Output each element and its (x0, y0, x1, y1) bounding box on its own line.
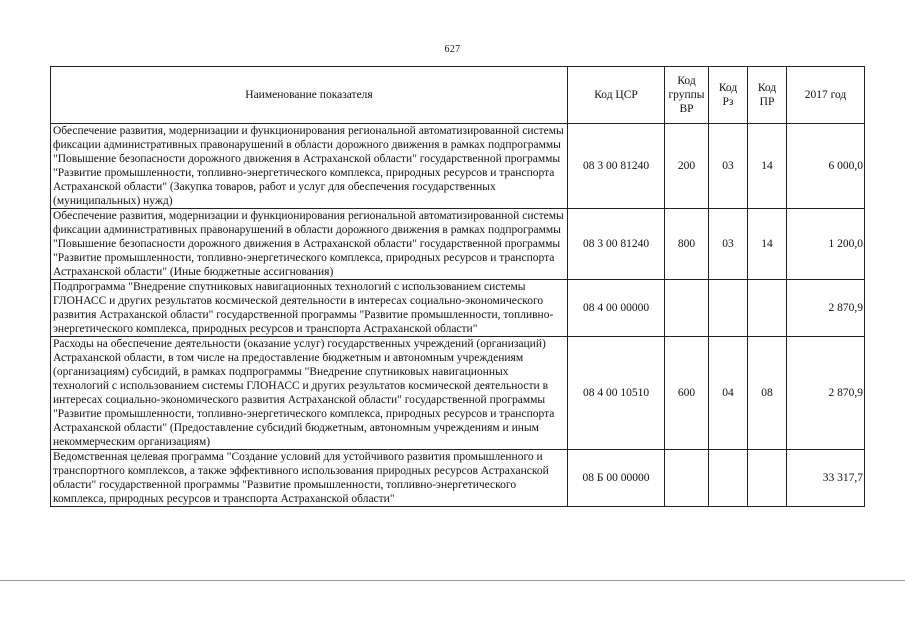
row-amount: 33 317,7 (787, 450, 865, 507)
header-rz-line: Рз (722, 96, 734, 108)
header-pr (748, 67, 787, 124)
page-cut-line (0, 580, 905, 581)
row-amount: 1 200,0 (787, 209, 865, 280)
row-csr: 08 Б 00 00000 (568, 450, 665, 507)
row-amount: 6 000,0 (787, 124, 865, 209)
header-pr-line: ПР (759, 96, 775, 108)
row-name: Обеспечение развития, модернизации и функционирования региональной автоматизированной системы фиксации административных правонарушений в области дорожного движения в рамках подпрограммы "Повышение безопасности дорожного движения в Астраханской области" государственной программы "Развитие промышленности, топливно-энергетического комплекса, природных ресурсов и транспорта Астраханской области" (Иные бюджетные ассигнования) (51, 209, 568, 280)
header-name: Наименование показателя (51, 67, 568, 124)
row-vr: 600 (665, 337, 709, 450)
row-name: Подпрограмма "Внедрение спутниковых навигационных технологий с использованием системы ГЛОНАСС и других результатов космической деятельности в интересах социально-экономического развития Астраханской области" государственной программы "Развитие промышленности, топливно-энергетического комплекса, природных ресурсов и транспорта Астраханской области" (51, 280, 568, 337)
row-rz: 04 (709, 337, 748, 450)
header-csr: Код ЦСР (568, 67, 665, 124)
budget-table (50, 66, 865, 507)
header-vr (665, 67, 709, 124)
row-csr: 08 3 00 81240 (568, 124, 665, 209)
table-row (51, 280, 865, 337)
row-rz: 03 (709, 124, 748, 209)
header-vr-line: Код (677, 74, 696, 87)
header-vr-line: группы (668, 88, 705, 101)
row-amount: 2 870,9 (787, 337, 865, 450)
row-name: Ведомственная целевая программа "Создание условий для устойчивого развития промышленного и транспортного комплексов, а также эффективного использования природных ресурсов Астраханской области" государственной программы "Развитие промышленности, топливно-энергетического комплекса, природных ресурсов и транспорта Астраханской области" (51, 450, 568, 507)
row-pr: 14 (748, 209, 787, 280)
row-pr: 08 (748, 337, 787, 450)
row-vr: 800 (665, 209, 709, 280)
header-vr-line: ВР (679, 103, 694, 115)
row-csr: 08 3 00 81240 (568, 209, 665, 280)
row-name: Расходы на обеспечение деятельности (оказание услуг) государственных учреждений (организаций) Астраханской области, в том числе на предоставление бюджетным и автономным учреждениям (организациям) субсидий, в рамках подпрограммы "Внедрение спутниковых навигационных технологий с использованием системы ГЛОНАСС и других результатов космической деятельности в интересах социально-экономического развития Астраханской области" государственной программы "Развитие промышленности, топливно-энергетического комплекса, природных ресурсов и транспорта Астраханской области" (Предоставление субсидий бюджетным, автономным учреждениям и иным некоммерческим организациям) (51, 337, 568, 450)
row-pr: 14 (748, 124, 787, 209)
row-pr (748, 280, 787, 337)
row-rz (709, 450, 748, 507)
row-vr (665, 280, 709, 337)
row-name: Обеспечение развития, модернизации и функционирования региональной автоматизированной системы фиксации административных правонарушений в области дорожного движения в рамках подпрограммы "Повышение безопасности дорожного движения в Астраханской области" государственной программы "Развитие промышленности, топливно-энергетического комплекса, природных ресурсов и транспорта Астраханской области" (Закупка товаров, работ и услуг для обеспечения государственных (муниципальных) нужд) (51, 124, 568, 209)
table-row (51, 337, 865, 450)
header-year: 2017 год (787, 67, 865, 124)
table-row (51, 450, 865, 507)
row-rz (709, 280, 748, 337)
table-row (51, 209, 865, 280)
table-header-row (51, 67, 865, 124)
header-rz-line: Код (718, 81, 738, 94)
row-vr: 200 (665, 124, 709, 209)
row-csr: 08 4 00 10510 (568, 337, 665, 450)
page-number: 627 (444, 44, 461, 55)
row-amount: 2 870,9 (787, 280, 865, 337)
header-rz (709, 67, 748, 124)
row-vr (665, 450, 709, 507)
table-row (51, 124, 865, 209)
header-pr-line: Код (757, 81, 777, 94)
row-csr: 08 4 00 00000 (568, 280, 665, 337)
row-pr (748, 450, 787, 507)
row-rz: 03 (709, 209, 748, 280)
